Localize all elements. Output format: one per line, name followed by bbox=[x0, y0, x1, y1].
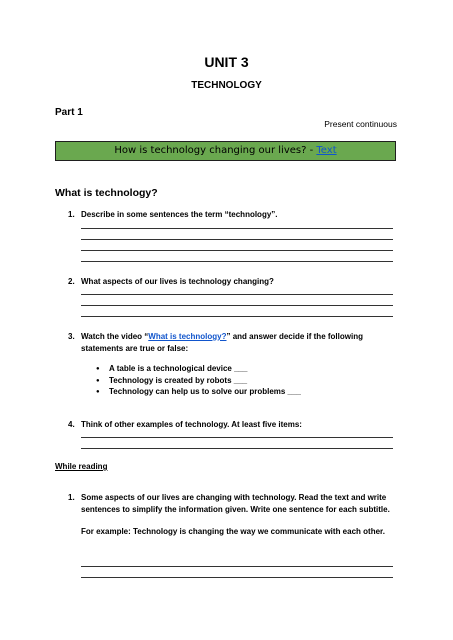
answer-line[interactable] bbox=[81, 261, 393, 262]
question-number: 4. bbox=[68, 420, 75, 429]
while-reading-heading: While reading bbox=[55, 462, 108, 471]
question-text: Think of other examples of technology. At least five items: bbox=[81, 420, 302, 429]
video-link[interactable]: What is technology? bbox=[148, 332, 227, 341]
answer-line[interactable] bbox=[81, 437, 393, 438]
statement-item: ● Technology is created by robots ___ bbox=[96, 375, 301, 387]
answer-line[interactable] bbox=[81, 448, 393, 449]
answer-line[interactable] bbox=[81, 316, 393, 317]
answer-line[interactable] bbox=[81, 250, 393, 251]
question-1 bbox=[68, 209, 396, 221]
question-number: 3. bbox=[68, 332, 75, 341]
question-4 bbox=[68, 419, 396, 431]
question-number: 1. bbox=[68, 210, 75, 219]
answer-line[interactable] bbox=[81, 566, 393, 567]
title-banner bbox=[55, 141, 396, 161]
question-text: Describe in some sentences the term “technology”. bbox=[81, 210, 278, 219]
question-text-start: Watch the video “ bbox=[81, 332, 149, 341]
question-number: 1. bbox=[68, 493, 75, 502]
unit-heading: UNIT 3 bbox=[204, 54, 249, 70]
answer-line[interactable] bbox=[81, 228, 393, 229]
question-number: 2. bbox=[68, 277, 75, 286]
answer-line[interactable] bbox=[81, 294, 393, 295]
answer-line[interactable] bbox=[81, 239, 393, 240]
question-text: Some aspects of our lives are changing with technology. Read the text and write sentences to simplify the information given. Write one sentence for each subtitle. bbox=[81, 493, 390, 514]
question-text: What aspects of our lives is technology changing? bbox=[81, 277, 274, 286]
example-text: For example: Technology is changing the way we communicate with each other. bbox=[81, 527, 385, 536]
question-2 bbox=[68, 276, 396, 288]
banner-text: How is technology changing our lives? - bbox=[114, 145, 317, 156]
while-reading-question bbox=[68, 492, 396, 538]
section-title: What is technology? bbox=[55, 187, 158, 199]
topic-heading: TECHNOLOGY bbox=[191, 80, 262, 91]
question-text-end: ” and answer decide if the following statements are true or false: bbox=[81, 332, 363, 353]
answer-line[interactable] bbox=[81, 305, 393, 306]
statement-item: ● A table is a technological device ___ bbox=[96, 363, 301, 375]
statement-item: ● Technology can help us to solve our problems ___ bbox=[96, 386, 301, 398]
statement-list bbox=[96, 363, 301, 398]
part-heading: Part 1 bbox=[55, 107, 83, 118]
question-text bbox=[81, 331, 396, 354]
question-3 bbox=[68, 331, 396, 354]
text-link[interactable]: Text bbox=[316, 145, 337, 156]
answer-line[interactable] bbox=[81, 577, 393, 578]
grammar-focus: Present continuous bbox=[324, 119, 397, 129]
